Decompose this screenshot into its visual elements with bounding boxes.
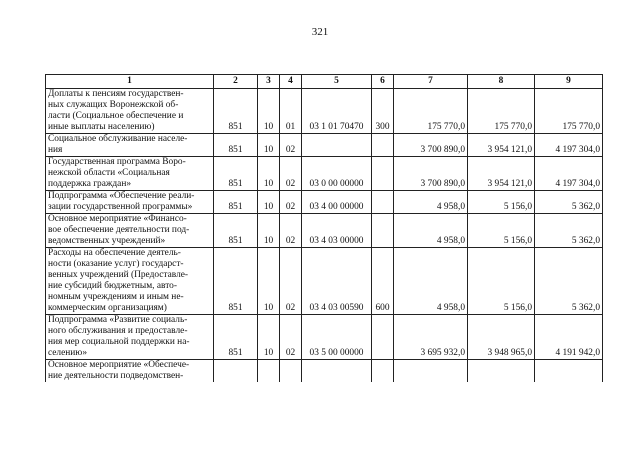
row-year1: 3 700 890,0: [394, 157, 468, 191]
row-kind: 600: [372, 248, 394, 315]
row-year3: [535, 360, 603, 383]
table-row: [46, 157, 603, 191]
header-cell: 5: [302, 75, 372, 89]
row-kind: 300: [372, 89, 394, 134]
row-subsection: 02: [280, 134, 302, 157]
row-code: 851: [214, 191, 258, 214]
header-cell: 4: [280, 75, 302, 89]
row-target: 03 4 00 00000: [302, 191, 372, 214]
row-year2: [468, 360, 535, 383]
row-name: Расходы на обеспечение деятель- ности (оказание услуг) государст- венных учреждений (Предоставле- ние субсидий бюджетным, авто- номным учреждениям и иным не- коммерческим организациям): [46, 248, 214, 315]
row-year3: 4 197 304,0: [535, 157, 603, 191]
header-cell: 7: [394, 75, 468, 89]
row-name: Подпрограмма «Обеспечение реали- зации государственной программы»: [46, 191, 214, 214]
row-kind: [372, 134, 394, 157]
row-subsection: 02: [280, 214, 302, 248]
row-year2: 3 954 121,0: [468, 134, 535, 157]
row-target: [302, 360, 372, 383]
header-row: [46, 75, 603, 89]
row-subsection: 02: [280, 157, 302, 191]
table-row: [46, 134, 603, 157]
row-year3: 175 770,0: [535, 89, 603, 134]
row-name: Основное мероприятие «Обеспече- ние деятельности подведомствен-: [46, 360, 214, 383]
row-target: 03 4 03 00000: [302, 214, 372, 248]
row-year3: 4 191 942,0: [535, 315, 603, 360]
row-subsection: 02: [280, 315, 302, 360]
row-section: 10: [258, 89, 280, 134]
row-year1: 4 958,0: [394, 191, 468, 214]
header-cell: 6: [372, 75, 394, 89]
header-cell: 2: [214, 75, 258, 89]
row-kind: [372, 360, 394, 383]
row-year1: 175 770,0: [394, 89, 468, 134]
row-kind: [372, 191, 394, 214]
row-name: Основное мероприятие «Финансо- вое обеспечение деятельности под- ведомственных учреждений»: [46, 214, 214, 248]
row-year2: 5 156,0: [468, 248, 535, 315]
row-subsection: 02: [280, 191, 302, 214]
table-row: [46, 360, 603, 383]
row-target: [302, 134, 372, 157]
row-year1: [394, 360, 468, 383]
row-target: 03 5 00 00000: [302, 315, 372, 360]
row-name: Доплаты к пенсиям государствен- ных служащих Воронежской об- ласти (Социальное обеспечение и иные выплаты населению): [46, 89, 214, 134]
row-year3: 5 362,0: [535, 248, 603, 315]
row-section: 10: [258, 134, 280, 157]
row-year2: 3 954 121,0: [468, 157, 535, 191]
row-year1: 3 695 932,0: [394, 315, 468, 360]
row-kind: [372, 315, 394, 360]
row-year1: 4 958,0: [394, 214, 468, 248]
row-section: 10: [258, 191, 280, 214]
row-year3: 5 362,0: [535, 191, 603, 214]
table-row: [46, 191, 603, 214]
row-code: 851: [214, 89, 258, 134]
row-section: [258, 360, 280, 383]
row-code: 851: [214, 248, 258, 315]
row-code: [214, 360, 258, 383]
row-target: 03 4 03 00590: [302, 248, 372, 315]
row-year2: 5 156,0: [468, 214, 535, 248]
row-subsection: 02: [280, 248, 302, 315]
row-year3: 4 197 304,0: [535, 134, 603, 157]
row-name: Подпрограмма «Развитие социаль- ного обслуживания и предоставле- ния мер социальной поддержки на- селению»: [46, 315, 214, 360]
row-section: 10: [258, 315, 280, 360]
row-target: 03 0 00 00000: [302, 157, 372, 191]
row-year2: 3 948 965,0: [468, 315, 535, 360]
row-year1: 4 958,0: [394, 248, 468, 315]
row-code: 851: [214, 134, 258, 157]
row-year3: 5 362,0: [535, 214, 603, 248]
row-year2: 5 156,0: [468, 191, 535, 214]
header-cell: 1: [46, 75, 214, 89]
table-row: [46, 315, 603, 360]
row-section: 10: [258, 157, 280, 191]
row-code: 851: [214, 157, 258, 191]
row-section: 10: [258, 214, 280, 248]
row-code: 851: [214, 214, 258, 248]
table-row: [46, 214, 603, 248]
row-subsection: 01: [280, 89, 302, 134]
row-target: 03 1 01 70470: [302, 89, 372, 134]
row-kind: [372, 214, 394, 248]
row-name: Социальное обслуживание населе- ния: [46, 134, 214, 157]
budget-table: [45, 74, 603, 382]
table-row: [46, 89, 603, 134]
row-year2: 175 770,0: [468, 89, 535, 134]
row-year1: 3 700 890,0: [394, 134, 468, 157]
header-cell: 9: [535, 75, 603, 89]
row-section: 10: [258, 248, 280, 315]
row-kind: [372, 157, 394, 191]
row-subsection: [280, 360, 302, 383]
page-number: 321: [311, 26, 329, 38]
header-cell: 8: [468, 75, 535, 89]
table-row: [46, 248, 603, 315]
header-cell: 3: [258, 75, 280, 89]
row-name: Государственная программа Воро- нежской области «Социальная поддержка граждан»: [46, 157, 214, 191]
row-code: 851: [214, 315, 258, 360]
